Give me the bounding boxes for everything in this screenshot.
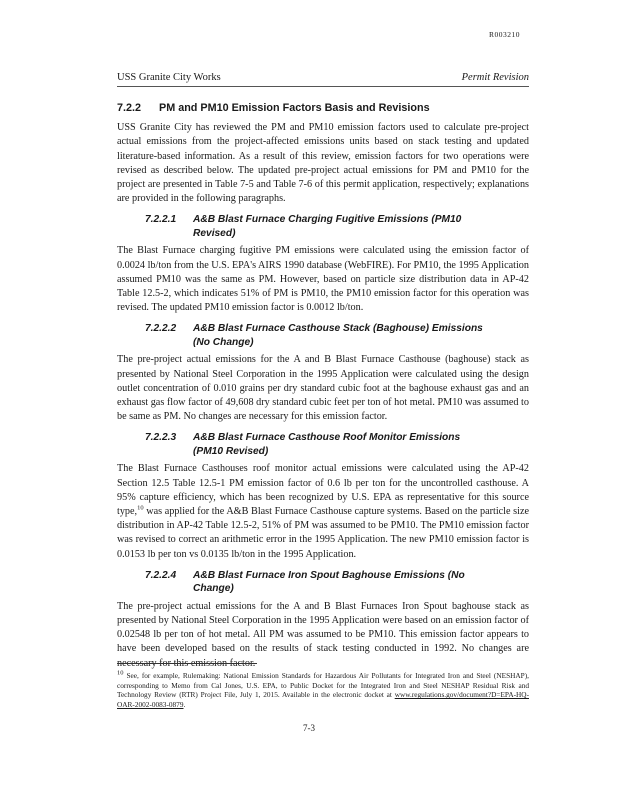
subsection-paragraph: The pre-project actual emissions for the A and B Blast Furnaces Iron Spout baghouse stack as presented by National Steel Corporation in the 1995 Application were based on an emission factor of 0.02548 lb per ton of hot metal. All PM was assumed to be PM10. This emission factor appears to have been developed based on the results of stack testing conducted in 1992. No changes are necessary for this emission factor.	[117, 600, 529, 669]
running-header	[117, 72, 529, 83]
subsection-paragraph	[117, 462, 529, 561]
header-left: USS Granite City Works	[117, 72, 221, 83]
subsection-number: 7.2.2.3	[145, 432, 177, 444]
subsection-heading	[117, 322, 529, 349]
subsection-number: 7.2.2.1	[145, 214, 177, 226]
footnote-reference[interactable]: 10	[137, 504, 144, 512]
section-title: PM and PM10 Emission Factors Basis and Revisions	[159, 102, 430, 114]
footnote-marker: 10	[117, 669, 124, 677]
subsection-heading	[117, 431, 529, 458]
section-number: 7.2.2	[117, 102, 142, 114]
subsection-heading	[117, 213, 529, 240]
footnote-link[interactable]: www.regulations.gov/document?D=EPA-HQ-OAR-2002-0083-0879	[117, 690, 529, 709]
document-id: R003210	[488, 30, 520, 39]
footnote	[117, 671, 529, 709]
subsection-heading	[117, 569, 529, 596]
paragraph-text: The Blast Furnace Casthouses roof monitor actual emissions were calculated using the AP-42 Section 12.5 Table 12.5-1 PM emission factor of 0.6 lb per ton for the uncontrolled casthouse. A 95% capture efficiency, which has been recognized by U.S. EPA as representative for this source type,	[117, 463, 529, 518]
header-divider	[117, 86, 529, 87]
document-body	[117, 101, 529, 675]
header-right: Permit Revision	[461, 72, 529, 83]
subsection-paragraph: The pre-project actual emissions for the A and B Blast Furnace Casthouse (baghouse) stack as presented by National Steel Corporation in the 1995 Application were calculated using the design outlet concentration of 0.010 grains per dry standard cubic foot at the baghouse exhaust gas and an exhaust gas flow factor of 49,608 dry standard cubic feet per ton of hot metal. PM10 was assumed to be same as PM. No changes are necessary for this emission factor.	[117, 354, 529, 423]
subsection-title: A&B Blast Furnace Charging Fugitive Emissions (PM10 Revised)	[193, 214, 462, 239]
footnote-text-end: .	[183, 699, 186, 709]
subsection-paragraph: The Blast Furnace charging fugitive PM emissions were calculated using the emission factor of 0.0024 lb/ton from the U.S. EPA's AIRS 1990 database (WebFIRE). For PM10, the 1995 Application assumed PM10 was the same as PM. However, based on particle size distribution data in AP-42 Table 12.5-2, which indicates 51% of PM is PM10, the PM10 emission factor for this operation was revised. The updated PM10 emission factor is 0.0012 lb/ton.	[117, 245, 529, 314]
subsection-number: 7.2.2.4	[145, 569, 177, 581]
subsection-title: A&B Blast Furnace Casthouse Stack (Baghouse) Emissions (No Change)	[193, 323, 483, 348]
section-intro-paragraph: USS Granite City has reviewed the PM and PM10 emission factors used to calculate pre-project actual emissions from the project-affected emissions units based on stack testing and updated literature-based information. As a result of this review, emission factors for two operations were revised as described below. The updated pre-project actual emissions for PM and PM10 for the project are presented in Table 7-5 and Table 7-6 of this permit application, respectively; explanations are provided in the following paragraphs.	[117, 122, 529, 205]
paragraph-text-continued: was applied for the A&B Blast Furnace Casthouse capture systems. Based on the particle size distribution in AP-42 Table 12.5-2, 51% of PM was assumed to be PM10. The PM10 emission factor was revised to correct an arithmetic error in the 1995 Application. The new PM10 emission factor is 0.0153 lb per ton vs 0.0135 lb/ton in the 1995 Application.	[117, 506, 529, 560]
subsection-number: 7.2.2.2	[145, 323, 177, 335]
page-number: 7-3	[303, 723, 315, 733]
section-heading	[117, 101, 529, 115]
footnote-text: See, for example, Rulemaking: National Emission Standards for Hazardous Air Pollutants for Integrated Iron and Steel (NESHAP), corresponding to Memo from Cal Jones, U.S. EPA, to Public Docket for the Integrated Iron and Steel NESHAP Residual Risk and Technology Review (RTR) Project File, July 1, 2015. Available in the electronic docket at	[117, 671, 529, 700]
subsection-title: A&B Blast Furnace Casthouse Roof Monitor Emissions (PM10 Revised)	[193, 432, 461, 457]
subsection-title: A&B Blast Furnace Iron Spout Baghouse Emissions (No Change)	[193, 569, 465, 595]
footnote-divider	[117, 663, 257, 664]
